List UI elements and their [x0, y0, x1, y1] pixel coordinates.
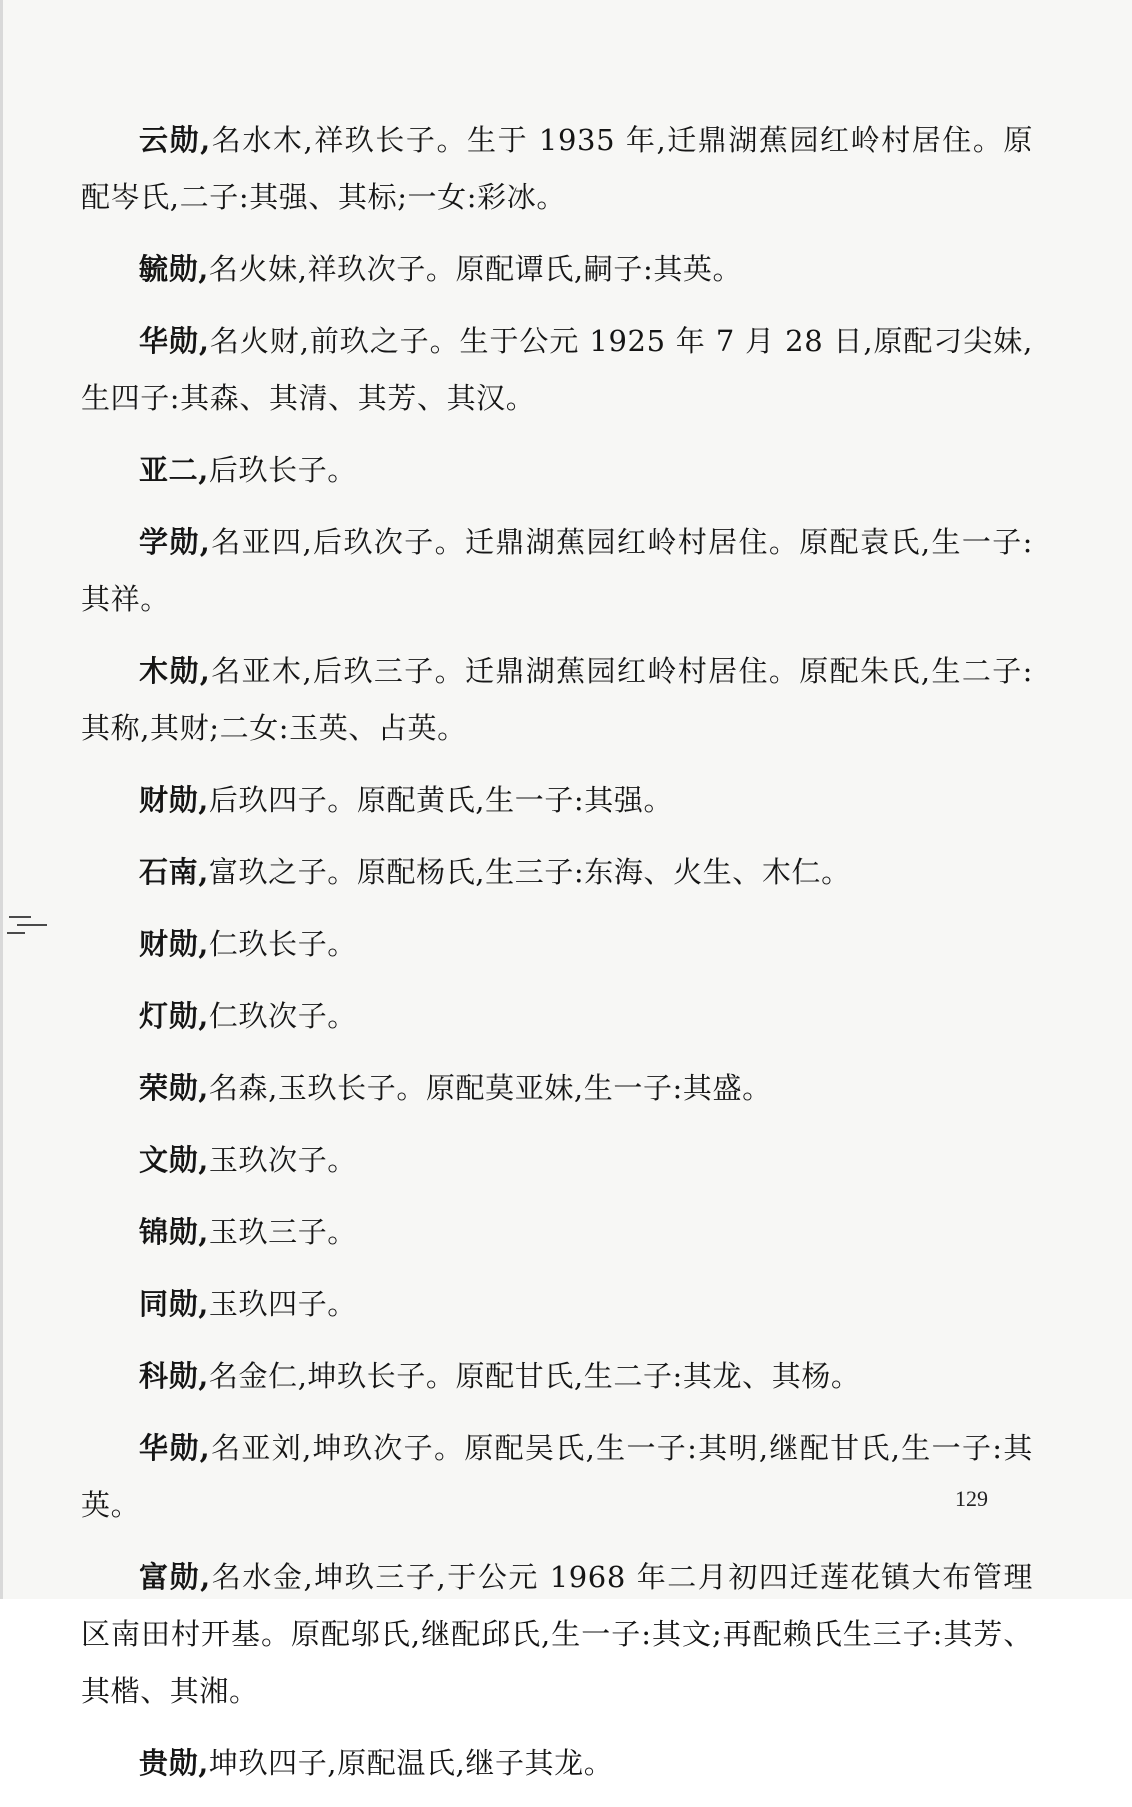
entry-name: 科勋, — [139, 1359, 209, 1393]
entry — [81, 988, 1033, 1045]
entry-text: 名亚四,后玖次子。迁鼎湖蕉园红岭村居住。原配袁氏,生一子:其祥。 — [81, 525, 1033, 616]
entry-text: 名金仁,坤玖长子。原配甘氏,生二子:其龙、其杨。 — [208, 1359, 861, 1393]
entry — [81, 1204, 1033, 1261]
entry-text: 玉玖四子。 — [208, 1287, 357, 1321]
entry-text: 名火财,前玖之子。生于公元 1925 年 7 月 28 日,原配刁尖妹,生四子:其森、其清、其芳、其汉。 — [81, 324, 1033, 415]
entry — [81, 1549, 1033, 1720]
entry-text: 名亚木,后玖三子。迁鼎湖蕉园红岭村居住。原配朱氏,生二子:其称,其财;二女:玉英、占英。 — [81, 654, 1033, 745]
entry-text: 玉玖次子。 — [208, 1143, 357, 1177]
entry-text: 玉玖三子。 — [208, 1215, 357, 1249]
entry — [81, 772, 1033, 829]
entry — [81, 844, 1033, 901]
entry — [81, 643, 1033, 757]
entry-name: 富勋, — [139, 1560, 211, 1594]
entry-text: 仁玖次子。 — [208, 999, 357, 1033]
entry-text: 名水金,坤玖三子,于公元 1968 年二月初四迁莲花镇大布管理区南田村开基。原配邬氏,继配邱氏,生一子:其文;再配赖氏生三子:其芳、其楷、其湘。 — [81, 1560, 1033, 1708]
entry-name: 石南, — [139, 855, 209, 889]
entry-text: 后玖长子。 — [208, 453, 357, 487]
genealogy-text — [81, 112, 1033, 1807]
entry — [81, 1132, 1033, 1189]
entry-name: 灯勋, — [139, 999, 209, 1033]
entry-text: 富玖之子。原配杨氏,生三子:东海、火生、木仁。 — [208, 855, 851, 889]
scan-artifact-mark — [3, 912, 49, 938]
entry-name: 学勋, — [139, 525, 211, 559]
entry-name: 华勋, — [139, 1431, 211, 1465]
entry-name: 木勋, — [139, 654, 211, 688]
entry — [81, 442, 1033, 499]
entry-name: 亚二, — [139, 453, 209, 487]
entry-name: 财勋, — [139, 927, 209, 961]
entry-text: 坤玖四子,原配温氏,继子其龙。 — [208, 1746, 614, 1780]
entry — [81, 916, 1033, 973]
entry-name: 同勋, — [139, 1287, 209, 1321]
entry-text: 名火妹,祥玖次子。原配谭氏,嗣子:其英。 — [208, 252, 743, 286]
entry-name: 毓勋, — [139, 252, 209, 286]
entry — [81, 313, 1033, 427]
entry — [81, 1735, 1033, 1792]
entry-text: 名亚刘,坤玖次子。原配吴氏,生一子:其明,继配甘氏,生一子:其英。 — [81, 1431, 1033, 1522]
entry-name: 荣勋, — [139, 1071, 209, 1105]
entry-name: 锦勋, — [139, 1215, 209, 1249]
entry-text: 后玖四子。原配黄氏,生一子:其强。 — [208, 783, 674, 817]
page-number: 129 — [955, 1486, 988, 1511]
entry-name: 文勋, — [139, 1143, 209, 1177]
entry — [81, 1420, 1033, 1534]
entry — [81, 514, 1033, 628]
entry — [81, 1060, 1033, 1117]
entry — [81, 112, 1033, 226]
entry-name: 贵勋, — [139, 1746, 209, 1780]
entry — [81, 1348, 1033, 1405]
entry — [81, 241, 1033, 298]
entry-name: 华勋, — [139, 324, 210, 358]
entry-name: 财勋, — [139, 783, 209, 817]
entry-name: 云勋, — [139, 123, 211, 157]
entry-text: 名森,玉玖长子。原配莫亚妹,生一子:其盛。 — [208, 1071, 772, 1105]
entry-text: 仁玖长子。 — [208, 927, 357, 961]
entry-text: 名水木,祥玖长子。生于 1935 年,迁鼎湖蕉园红岭村居住。原配岑氏,二子:其强、其标;一女:彩冰。 — [81, 123, 1033, 214]
entry — [81, 1276, 1033, 1333]
